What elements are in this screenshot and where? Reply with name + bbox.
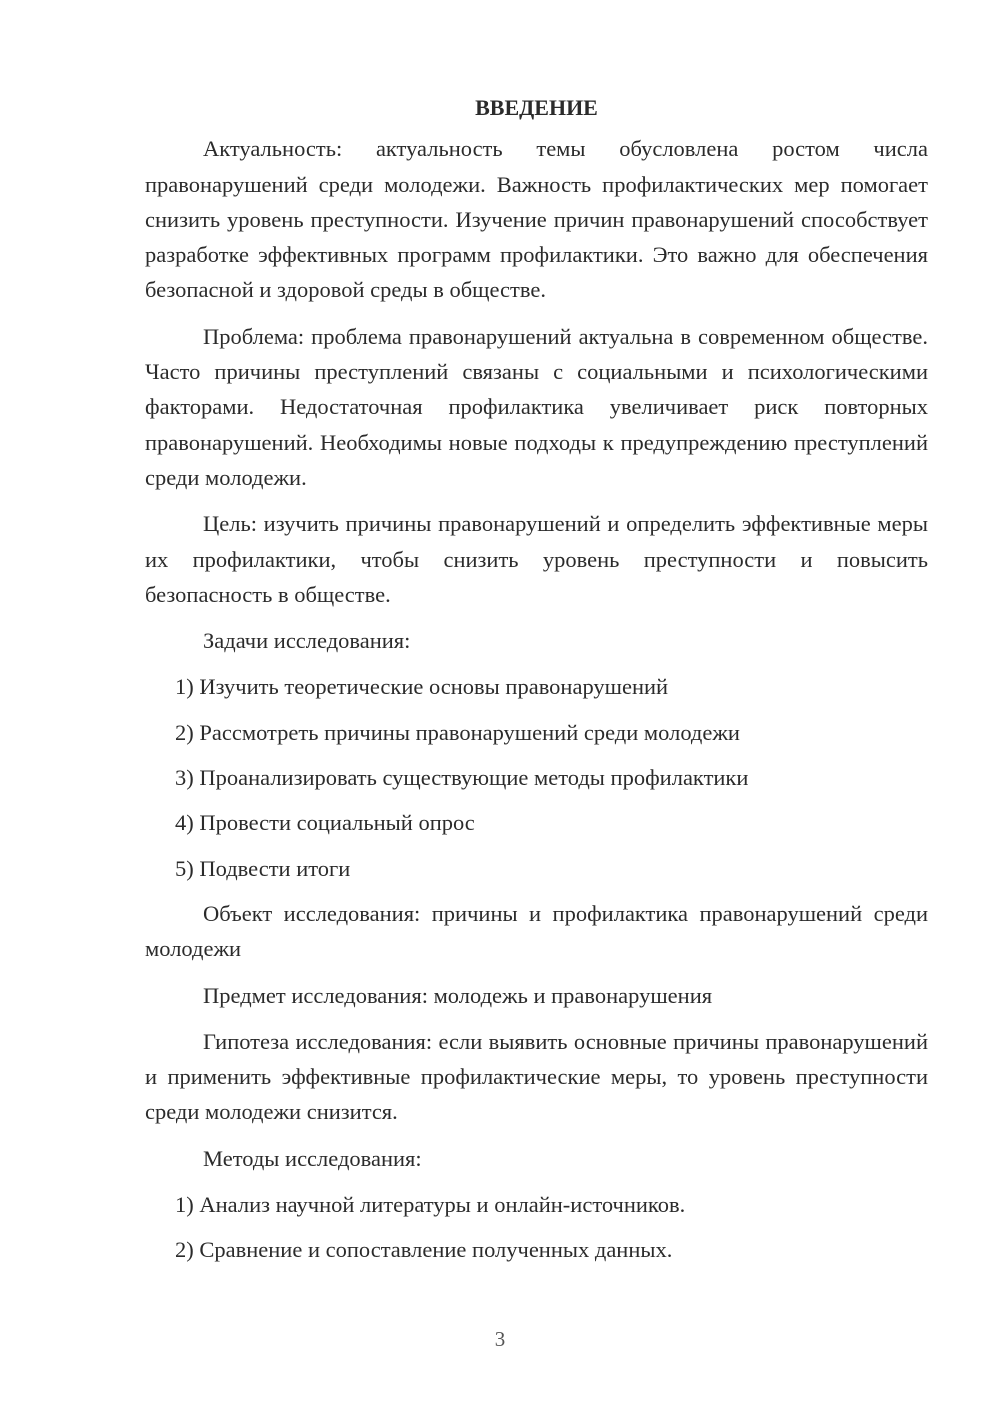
tasks-title: Задачи исследования: [203, 628, 411, 654]
goal-paragraph: Цель: изучить причины правонарушений и определить эффективные меры их профилактики, чтобы снизить уровень преступности и повысить безопасность в обществе. [145, 511, 928, 607]
methods-title: Методы исследования: [203, 1145, 422, 1171]
task-item: 1) Изучить теоретические основы правонарушений [175, 674, 669, 700]
page-number: 3 [494, 1327, 506, 1351]
task-item: 5) Подвести итоги [175, 855, 351, 881]
document-page [145, 90, 928, 1278]
problem-paragraph: Проблема: проблема правонарушений актуальна в современном обществе. Часто причины преступлений связаны с социальными и психологическими факторами. Недостаточная профилактика увеличивает риск повторных правонарушений. Необходимы новые подходы к предупреждению преступлений среди молодежи. [145, 323, 928, 490]
subject-paragraph: Предмет исследования: молодежь и правонарушения [203, 982, 713, 1008]
methods-list [145, 1187, 928, 1268]
section-heading: ВВЕДЕНИЕ [475, 95, 598, 120]
method-item: 1) Анализ научной литературы и онлайн-источников. [175, 1192, 686, 1218]
task-item: 2) Рассмотреть причины правонарушений среди молодежи [175, 719, 740, 745]
task-item: 4) Провести социальный опрос [175, 810, 475, 836]
object-paragraph: Объект исследования: причины и профилактика правонарушений среди молодежи [145, 900, 928, 962]
method-item: 2) Сравнение и сопоставление полученных данных. [175, 1237, 673, 1263]
hypothesis-paragraph: Гипотеза исследования: если выявить основные причины правонарушений и применить эффективные профилактические меры, то уровень преступности среди молодежи снизится. [145, 1028, 928, 1125]
task-item: 3) Проанализировать существующие методы профилактики [175, 765, 749, 791]
relevance-paragraph: Актуальность: актуальность темы обусловлена ростом числа правонарушений среди молодежи. Важность профилактических мер помогает снизить уровень преступности. Изучение причин правонарушений способствует разработке эффективных программ профилактики. Это важно для обеспечения безопасной и здоровой среды в обществе. [145, 136, 928, 303]
tasks-list [145, 669, 928, 885]
